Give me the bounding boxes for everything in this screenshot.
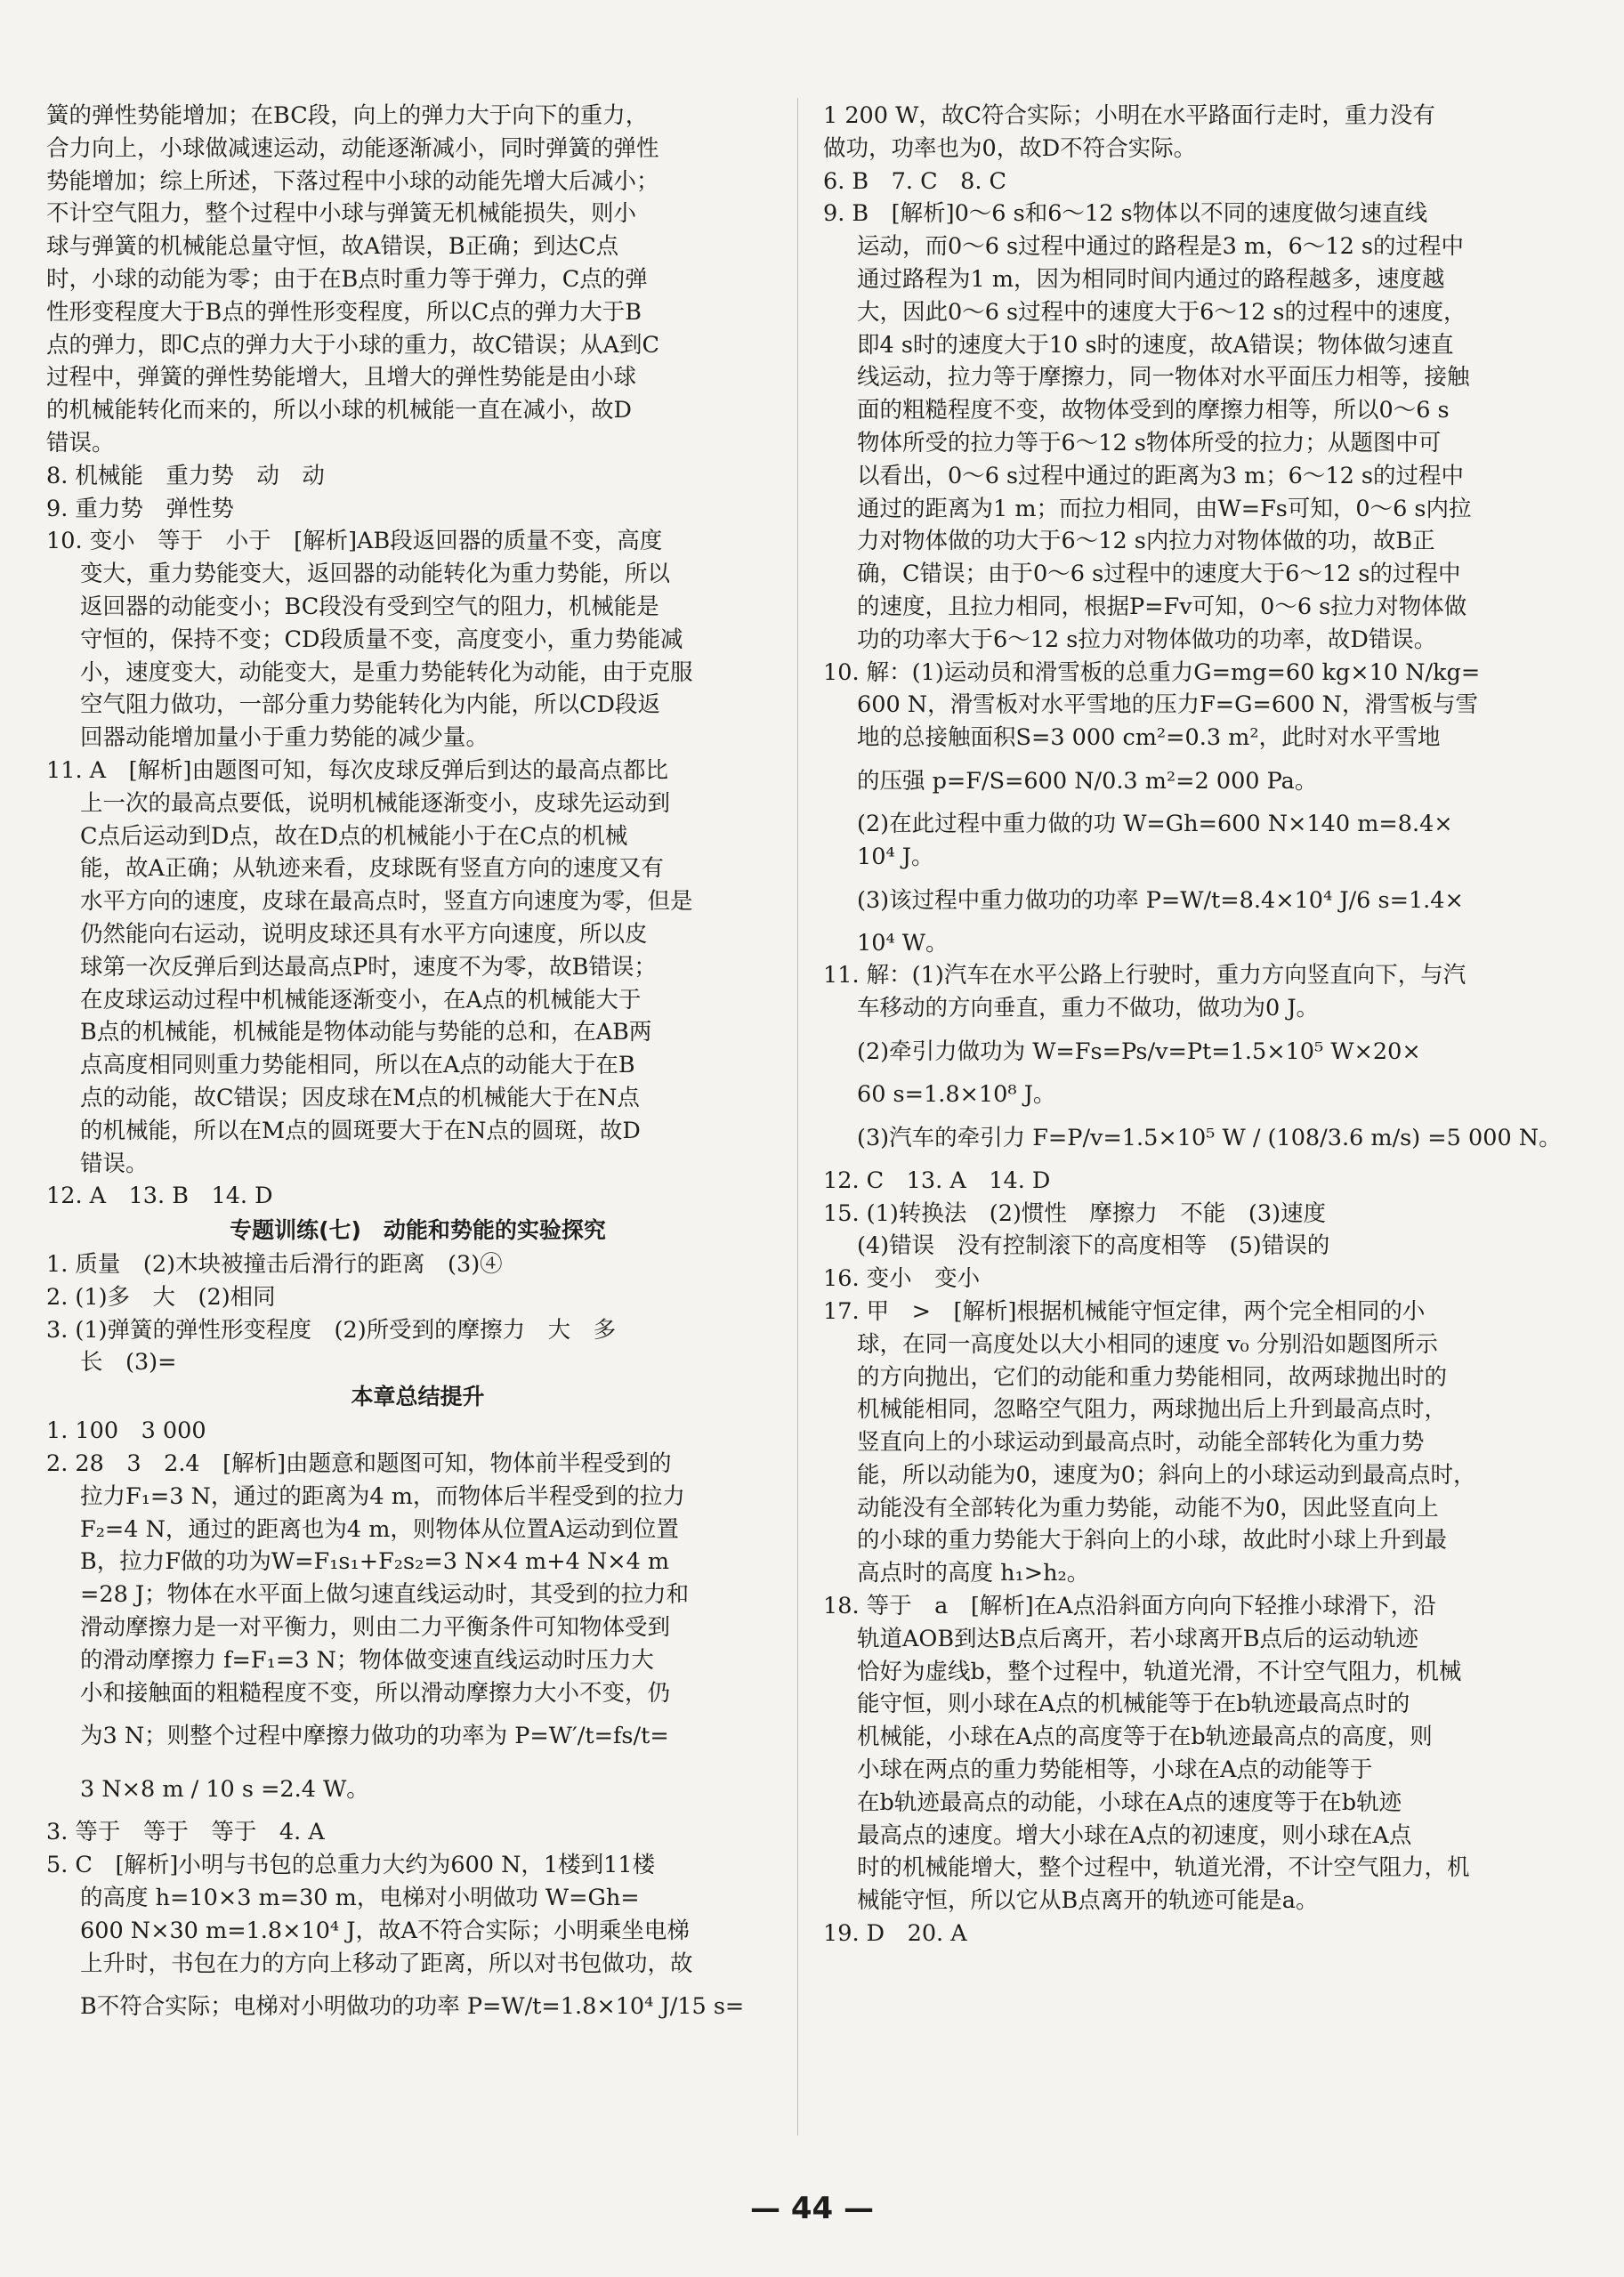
text-line: 的机械能转化而来的，所以小球的机械能一直在减小，故D [46, 397, 632, 424]
text-line: 球与弹簧的机械能总量守恒，故A错误，B正确；到达C点 [46, 233, 619, 261]
text-line: 性形变程度大于B点的弹性形变程度，所以C点的弹力大于B [46, 298, 642, 326]
text-line: 空气阻力做功，一部分重力势能转化为内能，所以CD段返 [80, 691, 660, 719]
text-line: 小和接触面的粗糙程度不变，所以滑动摩擦力大小不变，仍 [80, 1679, 671, 1707]
text-line: 通过路程为1 m，因为相同时间内通过的路程越多，速度越 [857, 265, 1445, 293]
text-line: (2)牵引力做功为 W=Fs=Ps/v=Pt=1.5×10⁵ W×20× [857, 1038, 1421, 1065]
text-line: 点高度相同则重力势能相同，所以在A点的动能大于在B [80, 1052, 635, 1079]
answer-item: 9. 重力势 弹性势 [46, 495, 234, 522]
text-line: 返回器的动能变小；BC段没有受到空气的阻力，机械能是 [80, 593, 659, 620]
left-column [46, 100, 789, 2033]
text-line: 600 N×30 m=1.8×10⁴ J，故A不符合实际；小明乘坐电梯 [80, 1917, 690, 1944]
text-line: 点的动能，故C错误；因皮球在M点的机械能大于在N点 [80, 1084, 640, 1111]
text-line: 长 (3)= [80, 1349, 177, 1377]
text-line: 过程中，弹簧的弹性势能增大，且增大的弹性势能是由小球 [46, 364, 637, 392]
text-line: 小球在两点的重力势能相等，小球在A点的动能等于 [857, 1756, 1373, 1784]
text-line: 线运动，拉力等于摩擦力，同一物体对水平面压力相等，接触 [857, 364, 1470, 392]
answer-item: 12. A 13. B 14. D [46, 1183, 273, 1210]
text-line: 点的弹力，即C点的弹力大于小球的重力，故C错误；从A到C [46, 331, 659, 359]
text-line: B点的机械能，机械能是物体动能与势能的总和，在AB两 [80, 1019, 652, 1046]
text-line: 1 200 W，故C符合实际；小明在水平路面行走时，重力没有 [823, 102, 1435, 129]
text-line: 地的总接触面积S=3 000 cm²=0.3 m²，此时对水平雪地 [857, 724, 1441, 752]
text-line: 势能增加；综上所述，下落过程中小球的动能先增大后减小； [46, 167, 659, 195]
text-line: (3)汽车的牵引力 F=P/v=1.5×10⁵ W / (108/3.6 m/s) =5 000 N。 [857, 1124, 1562, 1151]
text-line: 运动，而0～6 s过程中通过的路程是3 m，6～12 s的过程中 [857, 233, 1465, 261]
text-line: 能，所以动能为0，速度为0；斜向上的小球运动到最高点时， [857, 1461, 1476, 1489]
text-line: 球，在同一高度处以大小相同的速度 v₀ 分别沿如题图所示 [857, 1330, 1438, 1358]
text-line: 的滑动摩擦力 f=F₁=3 N；物体做变速直线运动时压力大 [80, 1646, 654, 1674]
text-line: 在b轨迹最高点的动能，小球在A点的速度等于在b轨迹 [857, 1788, 1402, 1816]
text-line: 面的粗糙程度不变，故物体受到的摩擦力相等，所以0～6 s [857, 397, 1450, 424]
text-line: B不符合实际；电梯对小明做功的功率 P=W/t=1.8×10⁴ J/15 s= [80, 1993, 745, 2021]
answer-item: 15. (1)转换法 (2)惯性 摩擦力 不能 (3)速度 [823, 1199, 1327, 1227]
text-line: F₂=4 N，通过的距离也为4 m，则物体从位置A运动到位置 [80, 1515, 679, 1543]
text-line: 动能没有全部转化为重力势能，动能不为0，因此竖直向上 [857, 1494, 1439, 1522]
text-line: 簧的弹性势能增加；在BC段，向上的弹力大于向下的重力， [46, 102, 649, 129]
answer-item: 2. (1)多 大 (2)相同 [46, 1283, 276, 1311]
section-heading: 专题训练(七) 动能和势能的实验探究 [230, 1217, 606, 1244]
page-number: — 44 — [750, 2191, 874, 2226]
text-line: 恰好为虚线b，整个过程中，轨道光滑，不计空气阻力，机械 [857, 1658, 1462, 1685]
text-line: 错误。 [80, 1150, 149, 1177]
text-line: 功的功率大于6～12 s拉力对物体做功的功率，故D错误。 [857, 626, 1437, 653]
text-line: =28 J；物体在水平面上做匀速直线运动时，其受到的拉力和 [80, 1581, 690, 1609]
text-line: 600 N，滑雪板对水平雪地的压力F=G=600 N，滑雪板与雪 [857, 691, 1478, 719]
answer-item: 19. D 20. A [823, 1920, 967, 1948]
answer-item: 9. B [解析]0～6 s和6～12 s物体以不同的速度做匀速直线 [823, 200, 1428, 228]
text-line: 球第一次反弹后到达最高点P时，速度不为零，故B错误； [80, 953, 657, 981]
text-line: 的速度，且拉力相同，根据P=Fv可知，0～6 s拉力对物体做 [857, 593, 1467, 620]
text-line: 守恒的，保持不变；CD段质量不变，高度变小，重力势能减 [80, 626, 683, 653]
text-line: 车移动的方向垂直，重力不做功，做功为0 J。 [857, 995, 1320, 1022]
answer-item: 17. 甲 > [解析]根据机械能守恒定律，两个完全相同的小 [823, 1297, 1426, 1325]
text-line: 械能守恒，所以它从B点离开的轨迹可能是a。 [857, 1887, 1319, 1915]
text-line: B，拉力F做的功为W=F₁s₁+F₂s₂=3 N×4 m+4 N×4 m [80, 1548, 670, 1576]
text-line: 最高点的速度。增大小球在A点的初速度，则小球在A点 [857, 1821, 1412, 1849]
text-line: 水平方向的速度，皮球在最高点时，竖直方向速度为零，但是 [80, 888, 693, 916]
text-line: 大，因此0～6 s过程中的速度大于6～12 s的过程中的速度， [857, 298, 1466, 326]
answer-item: 10. 变小 等于 小于 [解析]AB段返回器的质量不变，高度 [46, 528, 663, 555]
text-line: 时，小球的动能为零；由于在B点时重力等于弹力，C点的弹 [46, 265, 648, 293]
answer-item: 3. (1)弹簧的弹性形变程度 (2)所受到的摩擦力 大 多 [46, 1316, 617, 1344]
answer-item: 12. C 13. A 14. D [823, 1167, 1051, 1194]
text-line: 仍然能向右运动，说明皮球还具有水平方向速度，所以皮 [80, 920, 648, 948]
text-line: 的高度 h=10×3 m=30 m，电梯对小明做功 W=Gh= [80, 1885, 640, 1912]
text-line: (3)该过程中重力做功的功率 P=W/t=8.4×10⁴ J/6 s=1.4× [857, 886, 1464, 914]
answer-item: 3. 等于 等于 等于 4. A [46, 1819, 325, 1846]
text-line: 的机械能，所以在M点的圆斑要大于在N点的圆斑，故D [80, 1117, 641, 1144]
text-line: 的压强 p=F/S=600 N/0.3 m²=2 000 Pa。 [857, 767, 1318, 795]
text-line: 滑动摩擦力是一对平衡力，则由二力平衡条件可知物体受到 [80, 1614, 671, 1642]
text-line: (2)在此过程中重力做的功 W=Gh=600 N×140 m=8.4× [857, 810, 1453, 837]
answer-item: 10. 解：(1)运动员和滑雪板的总重力G=mg=60 kg×10 N/kg= [823, 658, 1481, 686]
text-line: 10⁴ W。 [857, 929, 949, 957]
answer-item: 11. A [解析]由题图可知，每次皮球反弹后到达的最高点都比 [46, 756, 668, 784]
text-line: 通过的距离为1 m；而拉力相同，由W=Fs可知，0～6 s内拉 [857, 495, 1472, 522]
text-line: 时的机械能增大，整个过程中，轨道光滑，不计空气阻力，机 [857, 1854, 1470, 1882]
answer-item: 6. B 7. C 8. C [823, 167, 1007, 195]
column-divider [797, 98, 798, 2136]
answer-item: 1. 100 3 000 [46, 1417, 206, 1445]
text-line: 机械能相同，忽略空气阻力，两球抛出后上升到最高点时， [857, 1396, 1448, 1424]
answer-item: 11. 解：(1)汽车在水平公路上行驶时，重力方向竖直向下，与汽 [823, 962, 1466, 989]
text-line: 合力向上，小球做减速运动，动能逐渐减小，同时弹簧的弹性 [46, 134, 659, 162]
text-line: 的方向抛出，它们的动能和重力势能相同，故两球抛出时的 [857, 1363, 1448, 1391]
text-line: 60 s=1.8×10⁸ J。 [857, 1080, 1056, 1108]
text-line: 高点时的高度 h₁>h₂。 [857, 1560, 1090, 1587]
text-line: 上一次的最高点要低，说明机械能逐渐变小，皮球先运动到 [80, 789, 671, 817]
text-line: 拉力F₁=3 N，通过的距离为4 m，而物体后半程受到的拉力 [80, 1482, 685, 1510]
text-line: 力对物体做的功大于6～12 s内拉力对物体做的功，故B正 [857, 528, 1435, 555]
text-line: 以看出，0～6 s过程中通过的距离为3 m；6～12 s的过程中 [857, 462, 1465, 489]
text-line: 在皮球运动过程中机械能逐渐变小，在A点的机械能大于 [80, 986, 642, 1013]
text-line: 确，C错误；由于0～6 s过程中的速度大于6～12 s的过程中 [857, 561, 1461, 588]
text-line: (4)错误 没有控制滚下的高度相等 (5)错误的 [857, 1232, 1330, 1260]
answer-item: 18. 等于 a [解析]在A点沿斜面方向向下轻推小球滑下，沿 [823, 1593, 1436, 1620]
text-line: 不计空气阻力，整个过程中小球与弹簧无机械能损失，则小 [46, 200, 637, 228]
text-line: 回器动能增加量小于重力势能的减少量。 [80, 724, 489, 752]
text-line: 上升时，书包在力的方向上移动了距离，所以对书包做功，故 [80, 1950, 693, 1977]
text-line: 为3 N；则整个过程中摩擦力做功的功率为 P=W′/t=fs/t= [80, 1723, 669, 1750]
text-line: 10⁴ J。 [857, 843, 934, 870]
text-line: C点后运动到D点，故在D点的机械能小于在C点的机械 [80, 822, 628, 850]
text-line: 3 N×8 m / 10 s =2.4 W。 [80, 1776, 369, 1804]
answer-item: 16. 变小 变小 [823, 1265, 981, 1293]
text-line: 能守恒，则小球在A点的机械能等于在b轨迹最高点时的 [857, 1691, 1410, 1718]
text-line: 机械能，小球在A点的高度等于在b轨迹最高点的高度，则 [857, 1724, 1433, 1751]
text-line: 的小球的重力势能大于斜向上的小球，故此时小球上升到最 [857, 1527, 1448, 1554]
right-column [823, 100, 1566, 1950]
text-line: 竖直向上的小球运动到最高点时，动能全部转化为重力势 [857, 1429, 1425, 1457]
text-line: 即4 s时的速度大于10 s时的速度，故A错误；物体做匀速直 [857, 331, 1454, 359]
answer-item: 8. 机械能 重力势 动 动 [46, 462, 325, 489]
text-line: 物体所受的拉力等于6～12 s物体所受的拉力；从题图中可 [857, 429, 1442, 456]
text-line: 错误。 [46, 429, 115, 456]
answer-item: 1. 质量 (2)木块被撞击后滑行的距离 (3)④ [46, 1251, 503, 1279]
text-line: 做功，功率也为0，故D不符合实际。 [823, 134, 1197, 162]
text-line: 轨道AOB到达B点后离开，若小球离开B点后的运动轨迹 [857, 1625, 1419, 1652]
answer-item: 2. 28 3 2.4 [解析]由题意和题图可知，物体前半程受到的 [46, 1450, 672, 1478]
section-heading: 本章总结提升 [351, 1384, 485, 1410]
text-line: 变大，重力势能变大，返回器的动能转化为重力势能，所以 [80, 561, 671, 588]
text-line: 能，故A正确；从轨迹来看，皮球既有竖直方向的速度又有 [80, 855, 664, 883]
text-line: 小，速度变大，动能变大，是重力势能转化为动能，由于克服 [80, 658, 693, 686]
answer-item: 5. C [解析]小明与书包的总重力大约为600 N，1楼到11楼 [46, 1852, 656, 1879]
